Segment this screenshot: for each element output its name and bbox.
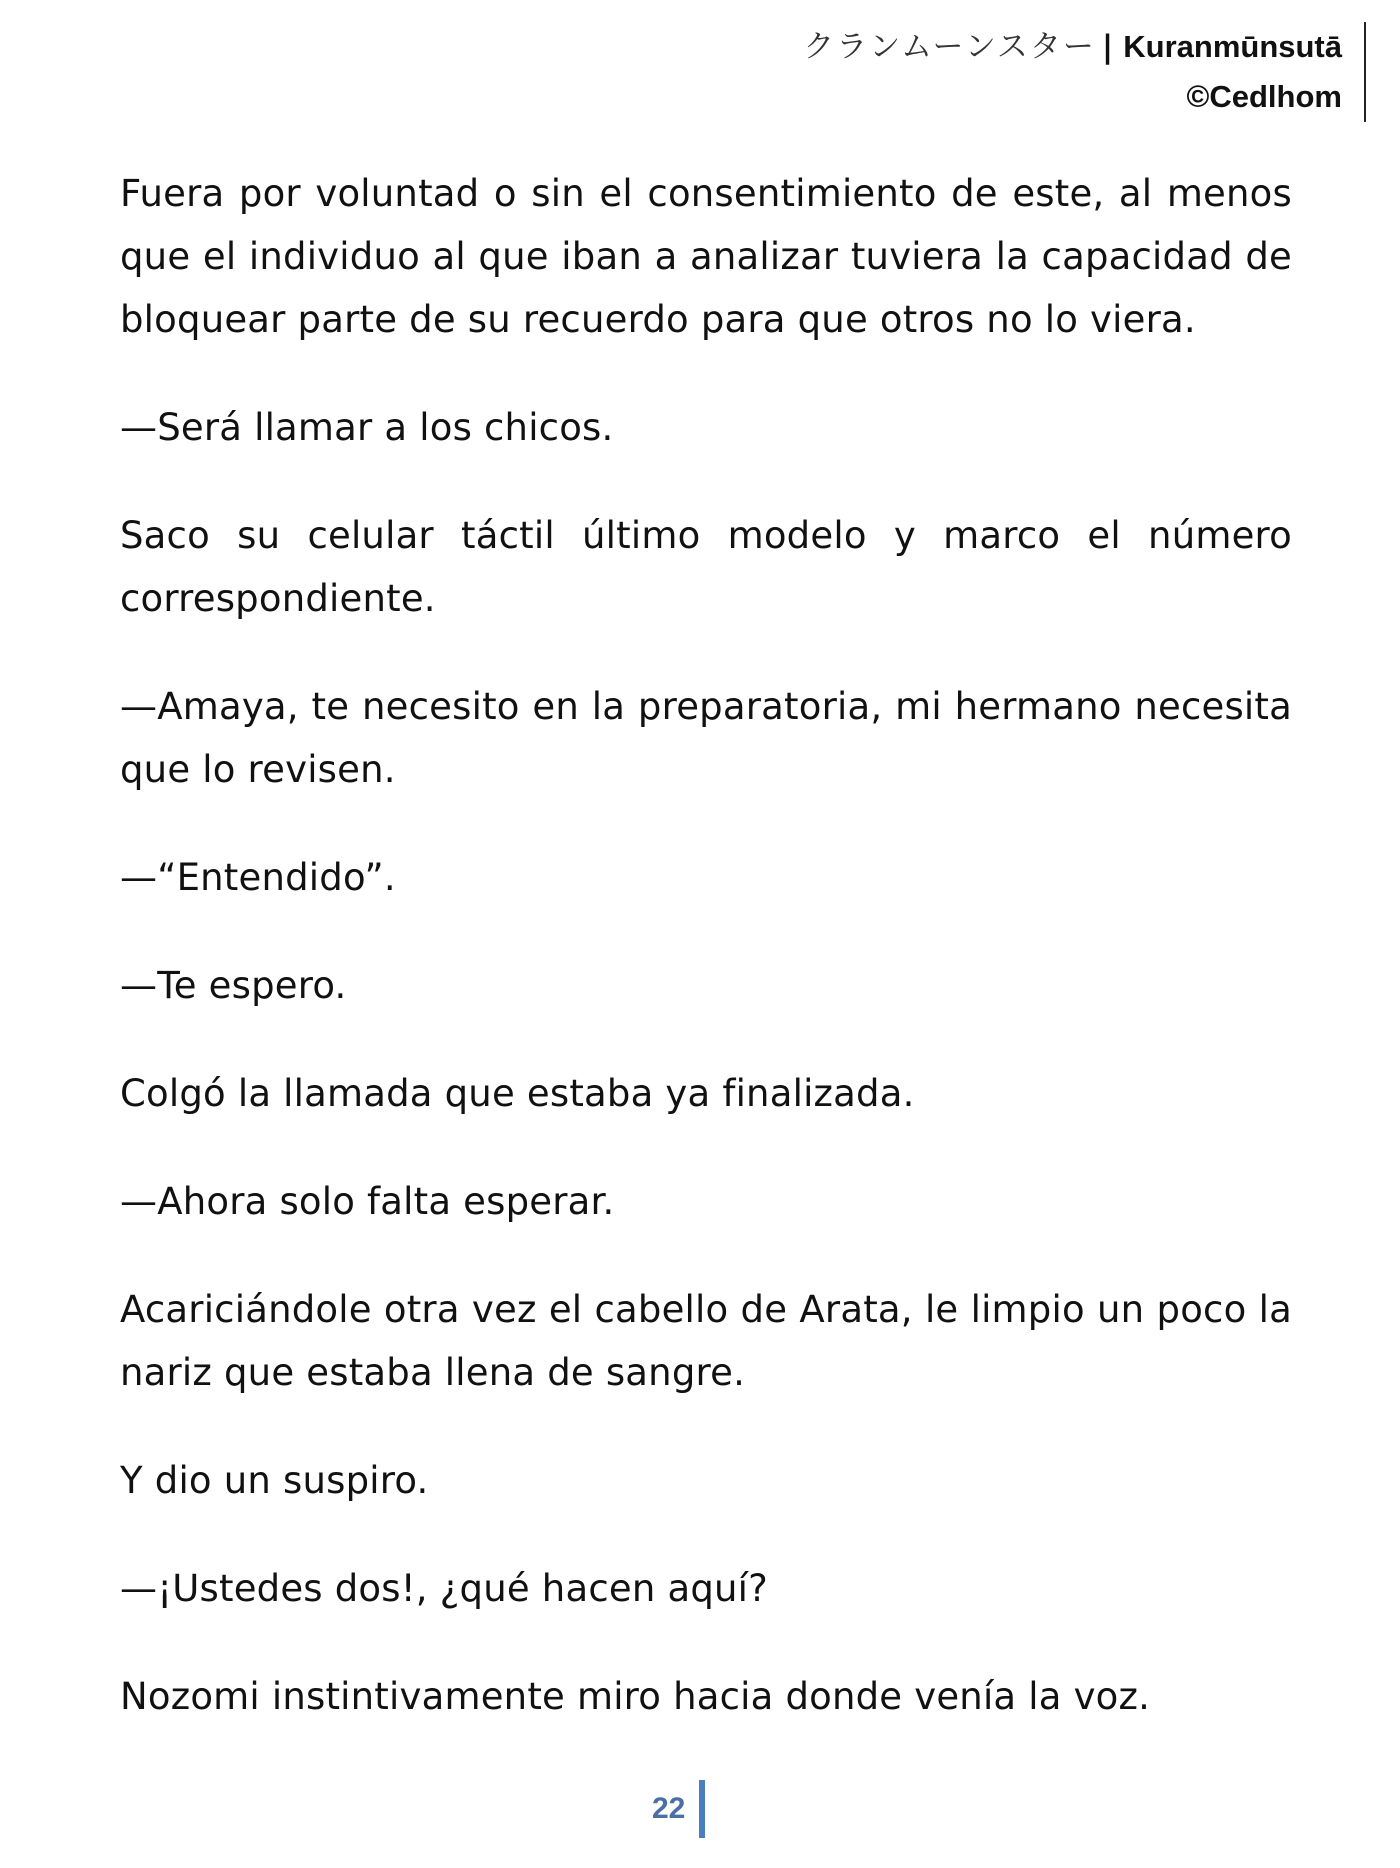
paragraph: —Amaya, te necesito en la preparatoria, mi hermano necesita que lo revisen. <box>120 685 1292 791</box>
paragraph: —Será llamar a los chicos. <box>120 406 614 449</box>
page-number-bar <box>699 1780 705 1838</box>
paragraph: —¡Ustedes dos!, ¿qué hacen aquí? <box>120 1567 768 1610</box>
page-body <box>120 162 1292 1773</box>
paragraph: Fuera por voluntad o sin el consentimiento de este, al menos que el individuo al que iban a analizar tuviera la capacidad de bloquear parte de su recuerdo para que otros no lo viera. <box>120 172 1292 341</box>
header-romanized-title: Kuranmūnsutā <box>1123 29 1342 64</box>
paragraph: Saco su celular táctil último modelo y marco el número correspondiente. <box>120 514 1292 620</box>
paragraph: —Te espero. <box>120 964 347 1007</box>
header-title-line <box>803 22 1342 72</box>
header-separator: | <box>1101 29 1114 65</box>
header-japanese-title: クランムーンスター <box>803 29 1096 65</box>
paragraph: —Ahora solo falta esperar. <box>120 1180 615 1223</box>
paragraph: —“Entendido”. <box>120 856 396 899</box>
paragraph: Acariciándole otra vez el cabello de Arata, le limpio un poco la nariz que estaba llena de sangre. <box>120 1288 1292 1394</box>
paragraph: Nozomi instintivamente miro hacia donde venía la voz. <box>120 1675 1151 1718</box>
paragraph: Y dio un suspiro. <box>120 1459 429 1502</box>
page-number: 22 <box>652 1792 686 1825</box>
page-header <box>803 22 1366 122</box>
paragraph: Colgó la llamada que estaba ya finalizada. <box>120 1072 915 1115</box>
header-copyright: ©Cedlhom <box>1186 79 1342 114</box>
page-footer <box>652 1780 705 1838</box>
